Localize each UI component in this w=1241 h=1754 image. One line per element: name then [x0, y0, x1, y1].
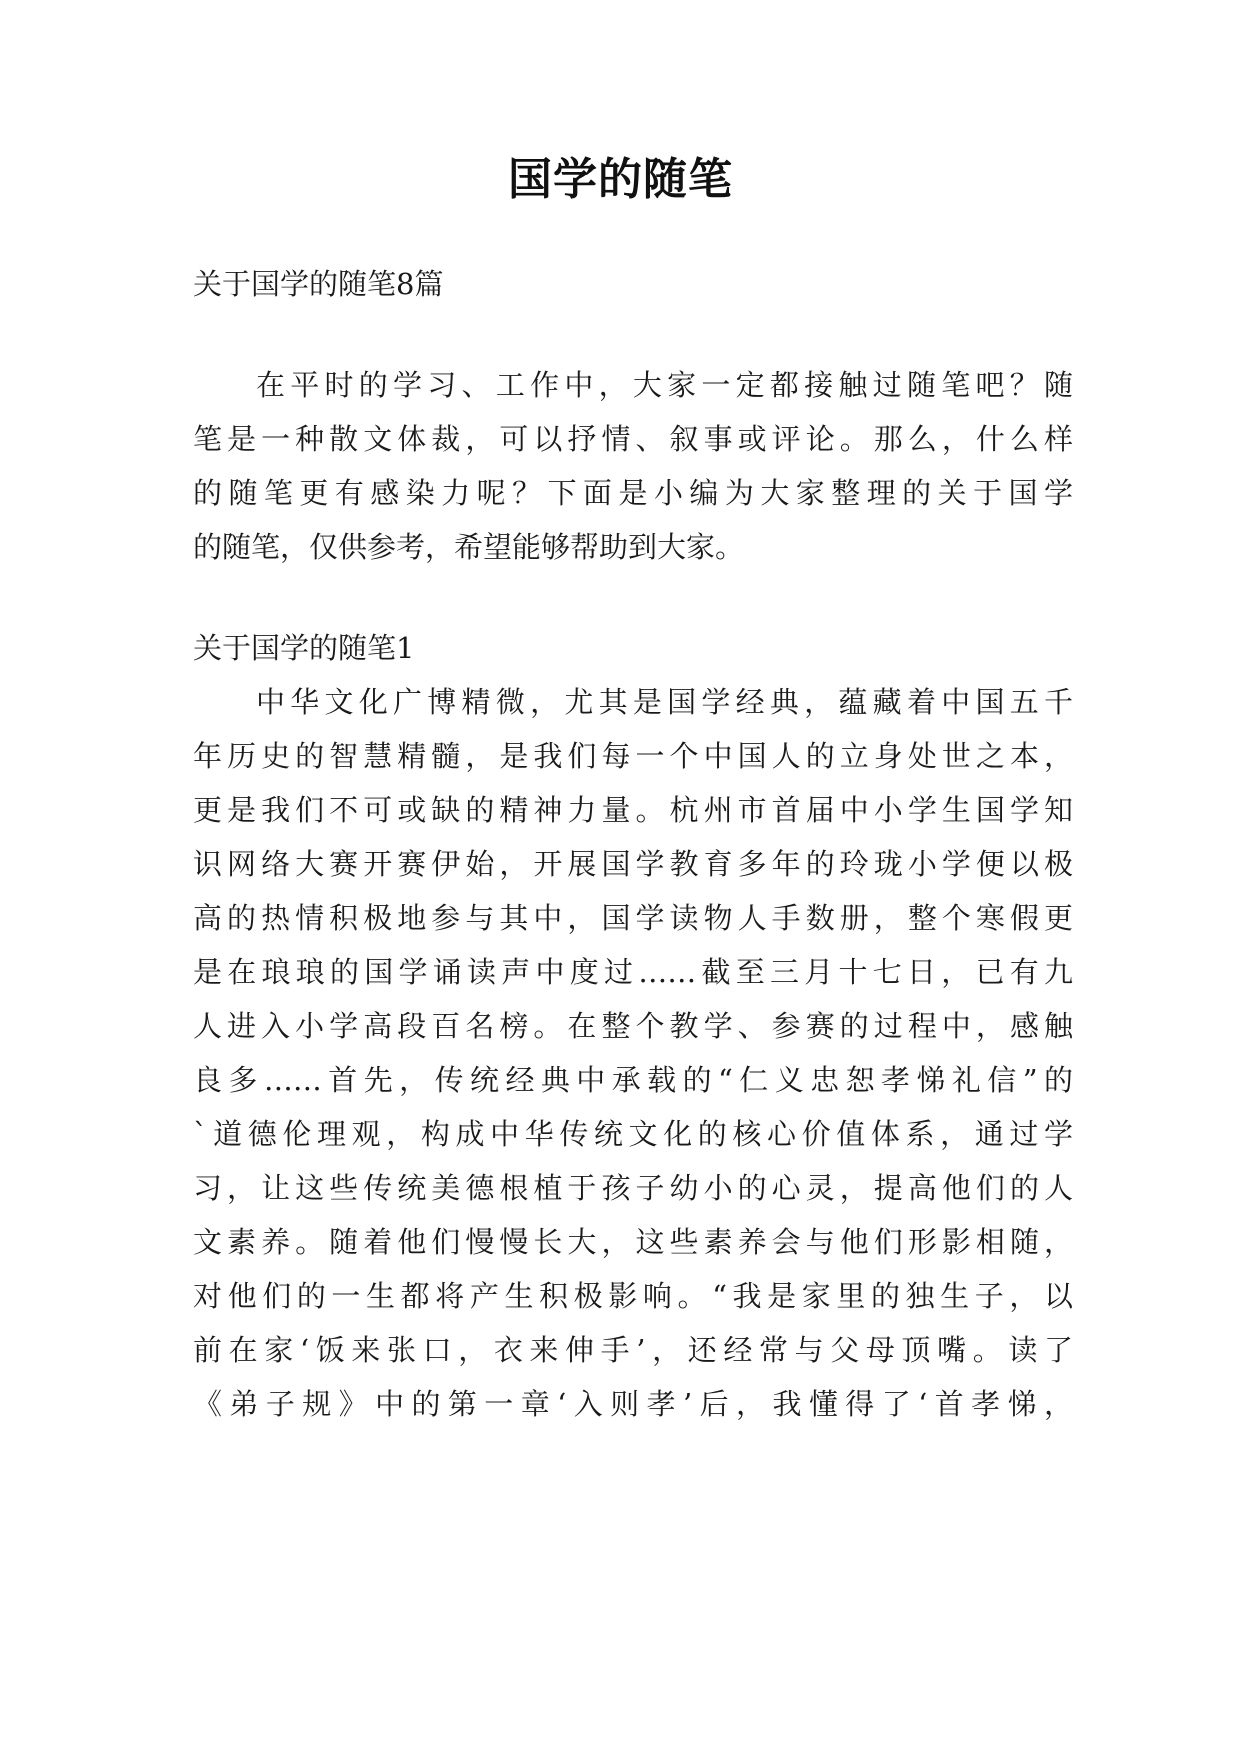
section-line: `道德伦理观，构成中华传统文化的核心价值体系，通过学 — [193, 1117, 1073, 1151]
intro-line: 的随笔，仅供参考，希望能够帮助到大家。 — [193, 530, 745, 564]
section-line: 前在家‘饭来张口，衣来伸手’，还经常与父母顶嘴。读了 — [193, 1333, 1073, 1367]
section-line: 对他们的一生都将产生积极影响。“我是家里的独生子，以 — [193, 1279, 1073, 1313]
section-line: 良多……首先，传统经典中承载的“仁义忠恕孝悌礼信”的 — [193, 1063, 1073, 1097]
section-line: 识网络大赛开赛伊始，开展国学教育多年的玲珑小学便以极 — [193, 847, 1073, 881]
intro-line: 的随笔更有感染力呢？下面是小编为大家整理的关于国学 — [193, 476, 1073, 510]
intro-line: 笔是一种散文体裁，可以抒情、叙事或评论。那么，什么样 — [193, 422, 1073, 456]
section-line: 文素养。随着他们慢慢长大，这些素养会与他们形影相随， — [193, 1225, 1073, 1259]
section-line: 习，让这些传统美德根植于孩子幼小的心灵，提高他们的人 — [193, 1171, 1073, 1205]
section-line: 高的热情积极地参与其中，国学读物人手数册，整个寒假更 — [193, 901, 1073, 935]
section-line: 人进入小学高段百名榜。在整个教学、参赛的过程中，感触 — [193, 1009, 1073, 1043]
intro-line: 在平时的学习、工作中，大家一定都接触过随笔吧？随 — [256, 368, 1073, 402]
section-line: 更是我们不可或缺的精神力量。杭州市首届中小学生国学知 — [193, 793, 1073, 827]
page-title: 国学的随笔 — [508, 154, 733, 205]
section-heading: 关于国学的随笔1 — [193, 631, 415, 665]
document-subtitle: 关于国学的随笔8篇 — [193, 267, 444, 301]
section-line: 中华文化广博精微，尤其是国学经典，蕴藏着中国五千 — [256, 685, 1073, 719]
section-line: 是在琅琅的国学诵读声中度过……截至三月十七日，已有九 — [193, 955, 1073, 989]
section-line: 年历史的智慧精髓，是我们每一个中国人的立身处世之本， — [193, 739, 1073, 773]
section-line: 《弟子规》中的第一章‘入则孝’后，我懂得了‘首孝悌， — [193, 1387, 1073, 1421]
